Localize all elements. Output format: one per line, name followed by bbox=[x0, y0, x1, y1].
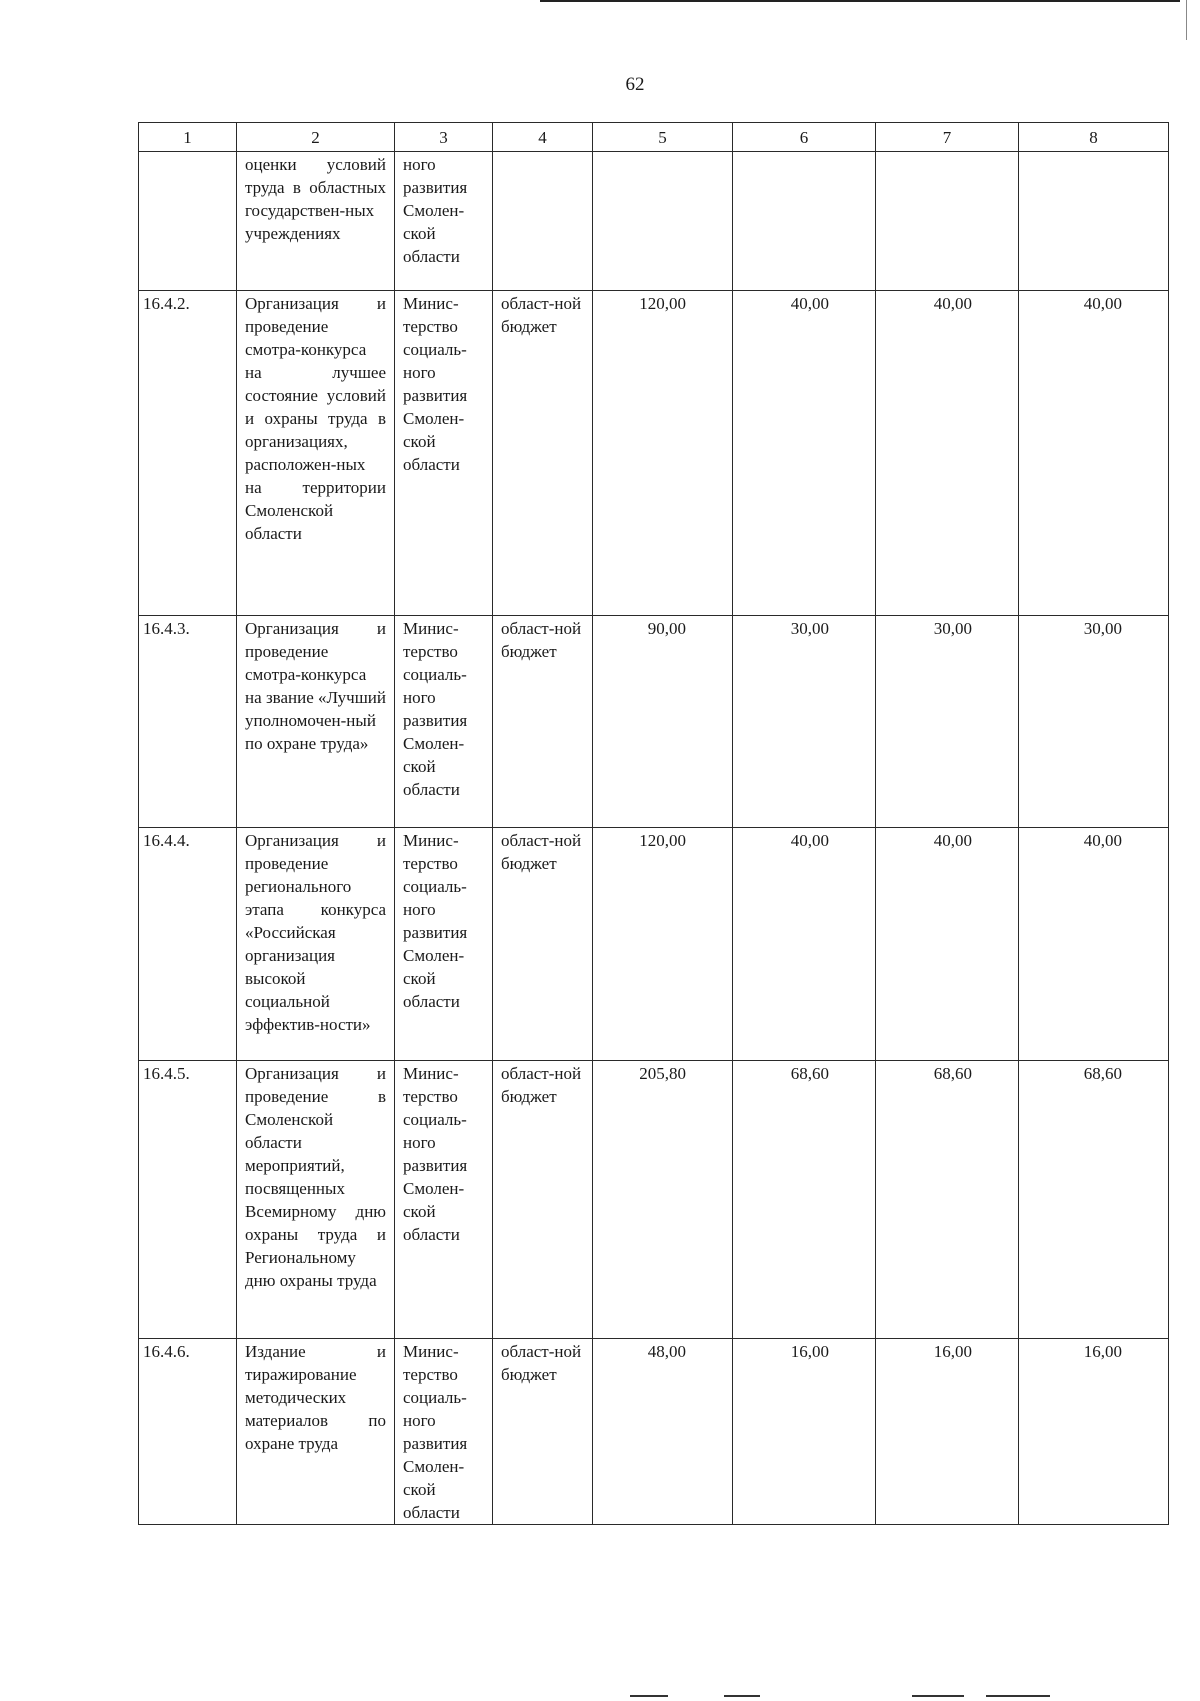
row-funding-source: област-ной бюджет bbox=[493, 1061, 593, 1339]
row-total: 90,00 bbox=[593, 616, 733, 828]
row-executor: Минис-терство социаль-ного развития Смолен-ской области bbox=[395, 828, 493, 1061]
row-year-1: 40,00 bbox=[733, 291, 876, 616]
right-border-line bbox=[1186, 0, 1187, 40]
row-code: 16.4.4. bbox=[139, 828, 237, 1061]
row-year-3: 68,60 bbox=[1019, 1061, 1169, 1339]
table-row bbox=[139, 828, 1169, 1061]
row-total: 48,00 bbox=[593, 1339, 733, 1525]
column-header: 3 bbox=[395, 123, 493, 152]
top-border-line bbox=[540, 0, 1180, 2]
bottom-scan-mark bbox=[724, 1695, 760, 1697]
row-year-2: 40,00 bbox=[876, 828, 1019, 1061]
row-total bbox=[593, 152, 733, 291]
row-funding-source: област-ной бюджет bbox=[493, 291, 593, 616]
table-row bbox=[139, 616, 1169, 828]
row-executor: Минис-терство социаль-ного развития Смолен-ской области bbox=[395, 291, 493, 616]
row-funding-source: област-ной бюджет bbox=[493, 828, 593, 1061]
row-activity-name: Издание и тиражирование методических материалов по охране труда bbox=[237, 1339, 395, 1525]
row-year-1: 68,60 bbox=[733, 1061, 876, 1339]
column-header: 2 bbox=[237, 123, 395, 152]
column-header: 8 bbox=[1019, 123, 1169, 152]
bottom-scan-mark bbox=[630, 1695, 668, 1697]
row-activity-name: Организация и проведение смотра-конкурса на лучшее состояние условий и охраны труда в организациях, расположен-ных на территории Смоленской области bbox=[237, 291, 395, 616]
column-header: 4 bbox=[493, 123, 593, 152]
row-year-2: 16,00 bbox=[876, 1339, 1019, 1525]
row-year-2: 40,00 bbox=[876, 291, 1019, 616]
table-row bbox=[139, 1339, 1169, 1525]
column-header: 7 bbox=[876, 123, 1019, 152]
row-year-1: 40,00 bbox=[733, 828, 876, 1061]
row-year-1 bbox=[733, 152, 876, 291]
bottom-scan-mark bbox=[912, 1695, 964, 1697]
row-year-2 bbox=[876, 152, 1019, 291]
row-year-3 bbox=[1019, 152, 1169, 291]
row-code: 16.4.6. bbox=[139, 1339, 237, 1525]
row-year-1: 30,00 bbox=[733, 616, 876, 828]
row-activity-name: оценки условий труда в областных государствен-ных учреждениях bbox=[237, 152, 395, 291]
row-year-1: 16,00 bbox=[733, 1339, 876, 1525]
row-funding-source: област-ной бюджет bbox=[493, 616, 593, 828]
row-executor: ного развития Смолен-ской области bbox=[395, 152, 493, 291]
column-header: 1 bbox=[139, 123, 237, 152]
row-year-3: 16,00 bbox=[1019, 1339, 1169, 1525]
row-executor: Минис-терство социаль-ного развития Смолен-ской области bbox=[395, 616, 493, 828]
row-total: 120,00 bbox=[593, 291, 733, 616]
table-row bbox=[139, 291, 1169, 616]
page-number: 62 bbox=[625, 74, 645, 95]
row-funding-source: област-ной бюджет bbox=[493, 1339, 593, 1525]
row-code bbox=[139, 152, 237, 291]
row-code: 16.4.3. bbox=[139, 616, 237, 828]
bottom-scan-mark bbox=[986, 1695, 1050, 1697]
row-code: 16.4.5. bbox=[139, 1061, 237, 1339]
row-total: 205,80 bbox=[593, 1061, 733, 1339]
table-header-row bbox=[139, 123, 1169, 152]
column-header: 5 bbox=[593, 123, 733, 152]
row-year-2: 30,00 bbox=[876, 616, 1019, 828]
row-code: 16.4.2. bbox=[139, 291, 237, 616]
row-year-3: 40,00 bbox=[1019, 828, 1169, 1061]
row-year-3: 30,00 bbox=[1019, 616, 1169, 828]
row-year-3: 40,00 bbox=[1019, 291, 1169, 616]
row-activity-name: Организация и проведение в Смоленской области мероприятий, посвященных Всемирному дню охраны труда и Региональному дню охраны труда bbox=[237, 1061, 395, 1339]
row-total: 120,00 bbox=[593, 828, 733, 1061]
row-activity-name: Организация и проведение регионального этапа конкурса «Российская организация высокой социальной эффектив-ности» bbox=[237, 828, 395, 1061]
column-header: 6 bbox=[733, 123, 876, 152]
row-activity-name: Организация и проведение смотра-конкурса на звание «Лучший уполномочен-ный по охране труда» bbox=[237, 616, 395, 828]
row-executor: Минис-терство социаль-ного развития Смолен-ской области bbox=[395, 1061, 493, 1339]
table-row bbox=[139, 152, 1169, 291]
table-row bbox=[139, 1061, 1169, 1339]
row-year-2: 68,60 bbox=[876, 1061, 1019, 1339]
program-table bbox=[138, 122, 1169, 1525]
row-executor: Минис-терство социаль-ного развития Смолен-ской области bbox=[395, 1339, 493, 1525]
row-funding-source bbox=[493, 152, 593, 291]
